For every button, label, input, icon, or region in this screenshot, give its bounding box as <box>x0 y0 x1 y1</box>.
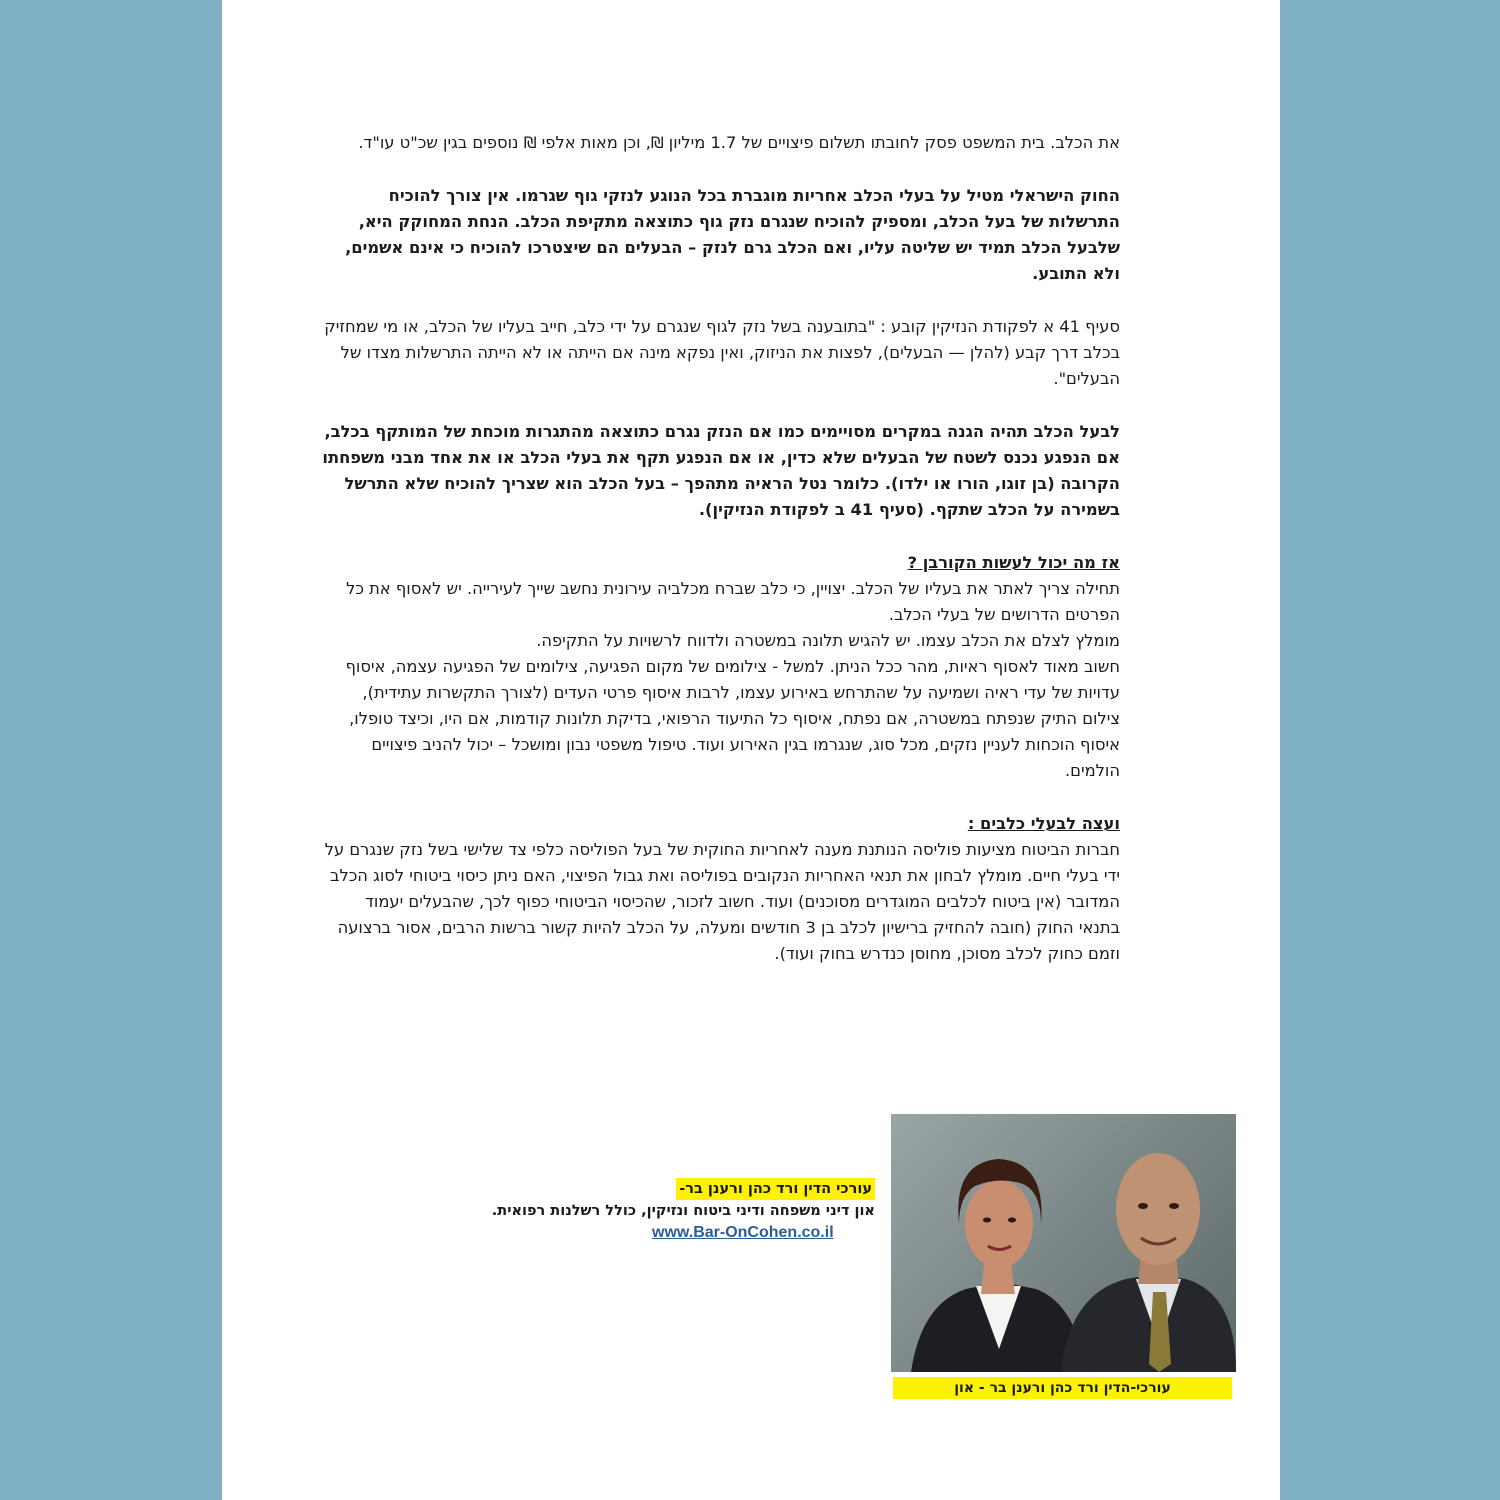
paragraph-law: החוק הישראלי מטיל על בעלי הכלב אחריות מוגברת בכל הנוגע לנזקי גוף שגרמו. אין צורך להוכיח התרשלות של בעל הכלב, ומספיק להוכיח שנגרם נזק גוף כתוצאה מתקיפת הכלב. הנחת המחוקק היא, שלבעל הכלב תמיד יש שליטה עליו, ואם הכלב גרם לנזק – הבעלים הם שיצטרכו להוכיח כי אינם אשמים, ולא התובע. <box>345 186 1120 283</box>
section-owners <box>322 811 1120 967</box>
photo-caption: עורכי-הדין ורד כהן ורענן בר - און <box>893 1377 1232 1399</box>
article-body <box>322 130 1120 967</box>
lawyers-photo-illustration <box>891 1114 1236 1372</box>
section-victim-p1: תחילה צריך לאתר את בעליו של הכלב. יצויין, כי כלב שברח מכלביה עירונית נחשב שייך לעירייה. יש לאסוף את כל הפרטים הדרושים של בעלי הכלב. <box>346 579 1120 624</box>
section-victim-p2: מומלץ לצלם את הכלב עצמו. יש להגיש תלונה במשטרה ולדווח לרשויות על התקיפה. <box>536 631 1120 650</box>
lawyers-photo <box>891 1114 1236 1372</box>
paragraph-section-41a: סעיף 41 א לפקודת הנזיקין קובע : "בתובענה בשל נזק לגוף שנגרם על ידי כלב, חייב בעליו של הכלב, או מי שמחזיק בכלב דרך קבע (להלן — הבעלים), לפצות את הניזוק, ואין נפקא מינה אם הייתה או לא הייתה התרשלות מצדו של הבעלים". <box>324 317 1120 388</box>
website-link[interactable]: www.Bar-OnCohen.co.il <box>652 1224 834 1241</box>
section-owners-p1: חברות הביטוח מציעות פוליסה הנותנת מענה לאחריות החוקית של בעל הפוליסה כלפי צד שלישי בשל נזק שנגרם על ידי בעלי חיים. מומלץ לבחון את תנאי האחריות הנקובים בפוליסה ואת גבול הפיצוי, האם ניתן כיסוי ביטוחי לסוג הכלב המדובר (אין ביטוח לכלבים המוגדרים מסוכנים) ועוד. חשוב לזכור, שהכיסוי הביטוחי כפוף לכך, שהבעלים יעמוד בתנאי החוק (חובה להחזיק ברישיון לכלב בן 3 חודשים ומעלה, על הכלב להיות קשור ברשות הרבים, אסור ברצועה וזמם כחוק לכלב מסוכן, מחוסן כנדרש בחוק ועוד). <box>324 840 1120 963</box>
section-victim-p3: חשוב מאוד לאסוף ראיות, מהר ככל הניתן. למשל - צילומים של מקום הפגיעה, צילומים של הפגיעה עצמה, איסוף עדויות של עדי ראיה ושמיעה על שהתרחש באירוע עצמו, לרבות איסוף פרטי העדים (לצורך התקשרות עתידית), צילום התיק שנפתח במשטרה, אם נפתח, איסוף כל התיעוד הרפואי, בדיקת תלונות קודמות, אם היו, וכיצד טופלו, איסוף הוכחות לעניין נזקים, מכל סוג, שנגרמו בגין האירוע ועוד. טיפול משפטי נבון ומושכל – יכול להניב פיצויים הולמים. <box>345 657 1120 780</box>
paragraph-intro: את הכלב. בית המשפט פסק לחובתו תשלום פיצויים של 1.7 מיליון ₪, וכן מאות אלפי ₪ נוספים בגין שכ"ט עו"ד. <box>358 133 1120 152</box>
paragraph-defense: לבעל הכלב תהיה הגנה במקרים מסויימים כמו אם הנזק נגרם כתוצאה מהתגרות מוכחת של המותקף בכלב, אם הנפגע נכנס לשטח של הבעלים שלא כדין, או אם הנפגע תקף את בעלי הכלב או את אחד מבני משפחתו הקרובה (בן זוגו, הורו או ילדו). כלומר נטל הראיה מתהפך – בעל הכלב הוא שצריך להוכיח שלא התרשל בשמירה על הכלב שתקף. (סעיף 41 ב לפקודת הנזיקין). <box>322 422 1120 519</box>
signature-name: עורכי הדין ורד כהן ורענן בר- <box>676 1178 875 1200</box>
signature-block <box>362 1178 875 1244</box>
signature-specialties: און דיני משפחה ודיני ביטוח ונזיקין, כולל רשלנות רפואית. <box>491 1203 875 1219</box>
section-victim-title: אז מה יכול לעשות הקורבן ? <box>907 553 1120 572</box>
section-victim <box>322 550 1120 784</box>
section-owners-title: ועצה לבעלי כלבים : <box>967 814 1120 833</box>
document-page <box>222 0 1280 1500</box>
